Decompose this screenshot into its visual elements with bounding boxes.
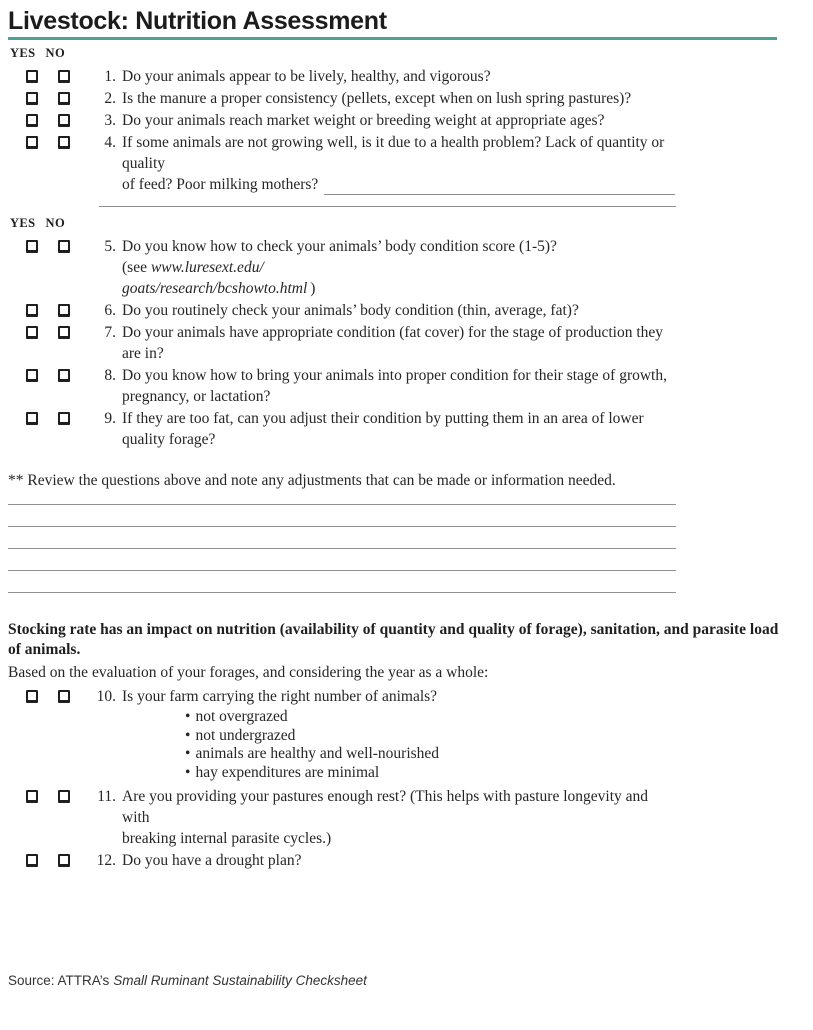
question-text: Is the manure a proper consistency (pellets, except when on lush spring pastures)? bbox=[122, 90, 632, 107]
list-item bbox=[185, 708, 813, 727]
no-checkbox[interactable] bbox=[58, 136, 70, 149]
no-checkbox[interactable] bbox=[58, 326, 70, 339]
title-rule bbox=[8, 37, 777, 40]
list-item-text: hay expenditures are minimal bbox=[195, 763, 380, 781]
source-attribution bbox=[8, 973, 367, 988]
yes-checkbox[interactable] bbox=[26, 70, 38, 83]
list-item-text: not undergrazed bbox=[195, 726, 296, 744]
page-title: Livestock: Nutrition Assessment bbox=[8, 7, 387, 35]
question-number: 12. bbox=[96, 852, 116, 869]
yes-checkbox[interactable] bbox=[26, 92, 38, 105]
question-row-11 bbox=[8, 786, 813, 849]
question-text bbox=[122, 236, 675, 299]
question-number: 2. bbox=[104, 90, 116, 107]
stocking-rate-line: of animals. bbox=[8, 641, 81, 658]
question-text-line: Are you providing your pastures enough rest? (This helps with pasture longevity and with bbox=[122, 788, 649, 826]
no-checkbox[interactable] bbox=[58, 114, 70, 127]
yes-checkbox[interactable] bbox=[26, 136, 38, 149]
yes-checkbox[interactable] bbox=[26, 240, 38, 253]
question-text-part: Do you know how to check your animals’ body condition score (1-5)? (see bbox=[122, 238, 557, 276]
yes-checkbox[interactable] bbox=[26, 369, 38, 382]
question-text bbox=[122, 132, 675, 195]
no-checkbox[interactable] bbox=[58, 304, 70, 317]
question-row-1 bbox=[8, 66, 813, 87]
question-number: 7. bbox=[104, 324, 116, 341]
question-text: Is your farm carrying the right number of animals? bbox=[122, 688, 438, 705]
question-text: Do your animals reach market weight or breeding weight at appropriate ages? bbox=[122, 112, 605, 129]
no-column-label: NO bbox=[45, 46, 66, 60]
yes-checkbox[interactable] bbox=[26, 690, 38, 703]
question-number: 11. bbox=[97, 788, 116, 805]
question-row-3 bbox=[8, 110, 813, 131]
list-item bbox=[185, 764, 813, 783]
question-text: Do your animals have appropriate condition (fat cover) for the stage of production they are in? bbox=[122, 324, 664, 362]
reference-url: www.luresext.edu/ bbox=[150, 259, 264, 276]
question-text-line: of feed? Poor milking mothers? bbox=[122, 176, 319, 193]
yes-checkbox[interactable] bbox=[26, 412, 38, 425]
review-note: ** Review the questions above and note any adjustments that can be made or information needed. bbox=[8, 472, 616, 489]
question-number: 5. bbox=[104, 238, 116, 255]
no-checkbox[interactable] bbox=[58, 854, 70, 867]
write-in-line[interactable] bbox=[8, 549, 676, 571]
question-number: 1. bbox=[104, 68, 116, 85]
write-in-line[interactable] bbox=[324, 177, 675, 195]
yes-checkbox[interactable] bbox=[26, 304, 38, 317]
no-checkbox[interactable] bbox=[58, 70, 70, 83]
question-row-9 bbox=[8, 408, 813, 450]
list-item bbox=[185, 727, 813, 746]
bullet-icon: • bbox=[185, 708, 191, 725]
question-10-bullet-list bbox=[185, 708, 813, 782]
question-row-5 bbox=[8, 236, 813, 299]
question-row-10 bbox=[8, 686, 813, 707]
forage-evaluation-intro: Based on the evaluation of your forages, and considering the year as a whole: bbox=[8, 664, 489, 681]
write-in-line[interactable] bbox=[99, 195, 676, 207]
question-text-line bbox=[122, 174, 675, 195]
yes-no-header bbox=[10, 216, 813, 231]
write-in-line[interactable] bbox=[8, 571, 676, 593]
reference-url: goats/research/bcshowto.html bbox=[122, 280, 308, 297]
no-checkbox[interactable] bbox=[58, 240, 70, 253]
question-text bbox=[122, 408, 675, 450]
question-number: 3. bbox=[104, 112, 116, 129]
question-text: Do you have a drought plan? bbox=[122, 852, 302, 869]
no-checkbox[interactable] bbox=[58, 690, 70, 703]
write-in-line[interactable] bbox=[8, 491, 676, 505]
question-row-2 bbox=[8, 88, 813, 109]
question-row-4 bbox=[8, 132, 813, 195]
write-in-line[interactable] bbox=[8, 527, 676, 549]
question-number: 9. bbox=[104, 410, 116, 427]
question-number: 8. bbox=[104, 367, 116, 384]
question-number: 6. bbox=[104, 302, 116, 319]
list-item-text: not overgrazed bbox=[195, 708, 288, 725]
question-text-line: If some animals are not growing well, is it due to a health problem? Lack of quantity or quality bbox=[122, 134, 665, 172]
question-text-line: pregnancy, or lactation? bbox=[122, 388, 271, 405]
write-in-area bbox=[8, 491, 676, 593]
source-document-title: Small Ruminant Sustainability Checksheet bbox=[113, 973, 367, 988]
no-checkbox[interactable] bbox=[58, 790, 70, 803]
list-item bbox=[185, 745, 813, 764]
no-checkbox[interactable] bbox=[58, 369, 70, 382]
question-text: Do your animals appear to be lively, healthy, and vigorous? bbox=[122, 68, 491, 85]
question-row-12 bbox=[8, 850, 813, 871]
question-number: 4. bbox=[104, 134, 116, 151]
question-text-line: breaking internal parasite cycles.) bbox=[122, 830, 332, 847]
question-row-6 bbox=[8, 300, 813, 321]
yes-checkbox[interactable] bbox=[26, 854, 38, 867]
question-number: 10. bbox=[96, 688, 116, 705]
question-text-line: quality forage? bbox=[122, 431, 216, 448]
yes-checkbox[interactable] bbox=[26, 114, 38, 127]
no-column-label: NO bbox=[45, 216, 66, 230]
write-in-line[interactable] bbox=[8, 505, 676, 527]
no-checkbox[interactable] bbox=[58, 92, 70, 105]
yes-column-label: YES bbox=[10, 216, 36, 230]
source-prefix: Source: ATTRA’s bbox=[8, 973, 110, 988]
list-item-text: animals are healthy and well-nourished bbox=[195, 745, 440, 762]
yes-checkbox[interactable] bbox=[26, 790, 38, 803]
yes-checkbox[interactable] bbox=[26, 326, 38, 339]
bullet-icon: • bbox=[185, 763, 191, 781]
yes-column-label: YES bbox=[10, 46, 36, 60]
bullet-icon: • bbox=[185, 745, 191, 762]
question-text-line: Do you know how to bring your animals into proper condition for their stage of growth, bbox=[122, 367, 667, 384]
bullet-icon: • bbox=[185, 726, 191, 744]
question-text bbox=[122, 365, 675, 407]
no-checkbox[interactable] bbox=[58, 412, 70, 425]
question-text: Do you routinely check your animals’ body condition (thin, average, fat)? bbox=[122, 302, 579, 319]
question-text-line: If they are too fat, can you adjust their condition by putting them in an area of lower bbox=[122, 410, 644, 427]
question-text bbox=[122, 786, 675, 849]
question-text-part: ) bbox=[310, 280, 316, 297]
question-row-7 bbox=[8, 322, 813, 364]
question-row-8 bbox=[8, 365, 813, 407]
stocking-rate-line: Stocking rate has an impact on nutrition (availability of quantity and quality of forage), sanitation, and parasite load bbox=[8, 621, 779, 638]
yes-no-header bbox=[10, 46, 813, 61]
stocking-rate-statement bbox=[8, 620, 788, 660]
